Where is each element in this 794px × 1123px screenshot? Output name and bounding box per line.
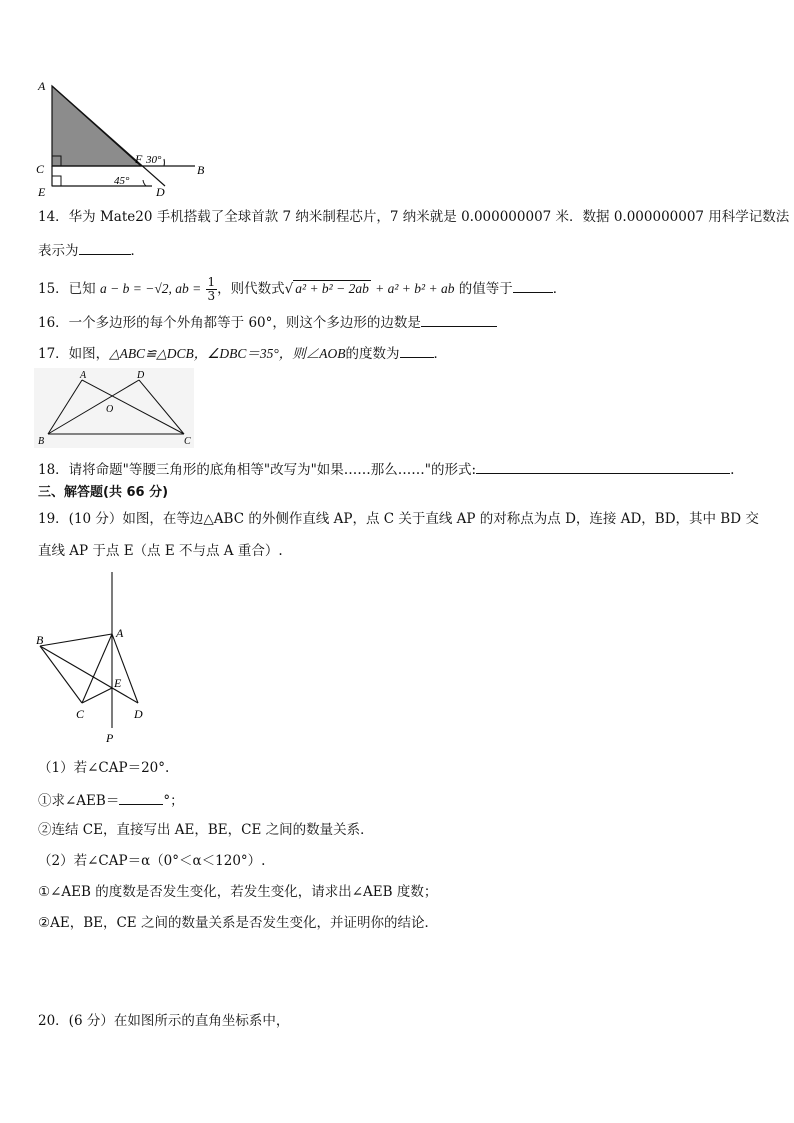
fig19-label-e: E [114, 676, 122, 690]
fig13-angle-45: 45° [114, 175, 130, 187]
q19-part2: （2）若∠CAP＝α（0°＜α＜120°）. [38, 853, 266, 869]
fig13-label-c: C [36, 162, 45, 176]
fig13-label-e: E [38, 185, 46, 199]
q15-tail-expr: + a² + b² + ab [375, 281, 455, 296]
q15-line: 15．已知 a − b = −√2, ab = $\frac{1}{3}$ ，则代数式√ a² + b² − 2ab + a² + b² + ab 的值等于 ． [38, 275, 567, 303]
q19-part1a-suffix: °； [163, 793, 184, 809]
q17-prefix: 17．如图， [38, 346, 110, 362]
q17-answer-blank[interactable] [400, 343, 434, 358]
fig13-label-b: B [197, 163, 205, 177]
q19-part1a-prefix: ①求∠AEB＝ [38, 793, 120, 809]
q17-line [38, 343, 447, 363]
section3-title: 三、解答题(共 66 分) [38, 485, 169, 500]
fig17-label-d: D [137, 370, 145, 381]
q18-text: 18．请将命题"等腰三角形的底角相等"改写为"如果……那么……"的形式: [38, 462, 477, 478]
q15-frac-den: 3 [207, 289, 216, 303]
q19-part1a [38, 790, 184, 810]
q16-text: 16．一个多边形的每个外角都等于 60°，则这个多边形的边数是 [38, 315, 421, 331]
q19-part1b: ②连结 CE，直接写出 AE，BE，CE 之间的数量关系． [38, 822, 374, 838]
q18-end: . [730, 462, 735, 478]
fig19-label-a: A [116, 626, 124, 640]
fig19-label-d: D [134, 707, 143, 721]
q19-part2b: ②AE，BE，CE 之间的数量关系是否发生变化，并证明你的结论． [38, 915, 438, 931]
q15-fraction [206, 276, 218, 303]
fig19-label-c: C [76, 707, 85, 721]
q13-triangle-figure [30, 76, 220, 200]
q15-end: ． [552, 281, 567, 297]
fig13-label-d: D [156, 185, 165, 199]
q19-line1: 19．(10 分）如图，在等边△ABC 的外侧作直线 AP，点 C 关于直线 AP 的对称点为点 D，连接 AD，BD，其中 BD 交 [38, 511, 759, 527]
fig13-label-a: A [38, 79, 46, 93]
fig17-label-c: C [184, 436, 191, 447]
fig17-label-a: A [80, 370, 87, 381]
fig13-label-f: F [135, 152, 143, 166]
fig17-label-b: B [38, 436, 45, 447]
q14-prefix: 表示为 [38, 243, 79, 259]
q20-line: 20．(6 分）在如图所示的直角坐标系中， [38, 1013, 290, 1029]
q14-suffix: ． [130, 243, 144, 259]
fig13-angle-30: 30° [146, 154, 162, 166]
q16-answer-blank[interactable] [421, 312, 497, 327]
q19-line2: 直线 AP 于点 E（点 E 不与点 A 重合）. [38, 543, 283, 559]
q15-condition: a − b = −√2, ab = [99, 281, 202, 296]
q19-part2a: ①∠AEB 的度数是否发生变化，若发生变化，请求出∠AEB 度数； [38, 884, 438, 900]
q18-line [38, 459, 734, 479]
q15-suffix: 的值等于 [458, 281, 513, 297]
q17-end: ． [433, 346, 448, 362]
fig19-label-b: B [36, 633, 44, 647]
q15-frac-num: 1 [207, 275, 216, 289]
q15-answer-blank[interactable] [513, 278, 553, 293]
q14-line1: 14．华为 Mate20 手机搭载了全球首款 7 纳米制程芯片，7 纳米就是 0.000000007 米．数据 0.000000007 用科学记数法 [38, 209, 790, 225]
q17-suffix: 的度数为 [345, 346, 400, 362]
fig17-label-o: O [106, 404, 114, 415]
q17-figure [34, 368, 194, 448]
q17-condition: △ABC≌△DCB，∠DBC＝35°，则∠AOB [109, 346, 346, 361]
q19-part1: （1）若∠CAP＝20°. [38, 760, 170, 776]
q14-answer-blank[interactable] [79, 240, 131, 255]
q18-answer-blank[interactable] [476, 459, 730, 474]
q19-answer-blank[interactable] [119, 790, 163, 805]
q15-prefix: 15．已知 [38, 281, 96, 297]
q19-figure [30, 570, 160, 748]
q15-sqrt-expr: a² + b² − 2ab [295, 281, 369, 296]
q14-line2 [38, 240, 144, 260]
fig19-label-p: P [106, 731, 114, 745]
q16-line [38, 312, 497, 332]
q15-mid: ，则代数式 [217, 281, 285, 297]
